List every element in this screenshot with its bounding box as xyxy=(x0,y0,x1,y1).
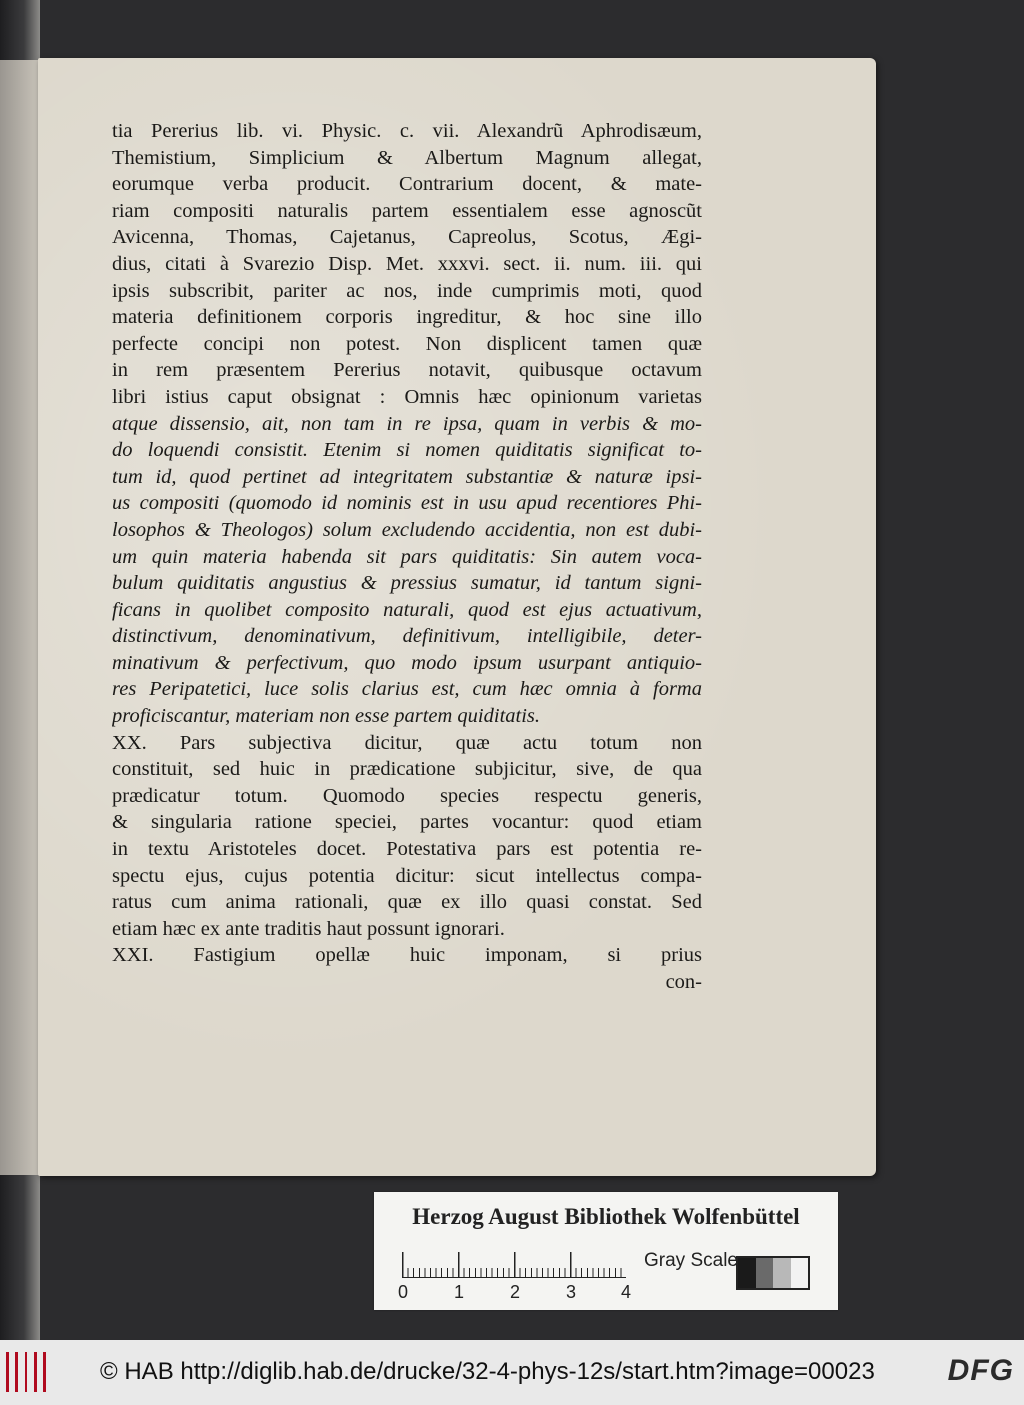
ruler-tick-0: 0 xyxy=(398,1282,409,1302)
text-line: tum id, quod pertinet ad integritatem substantiæ & naturæ ipsi- xyxy=(112,465,702,488)
ruler-tick-4: 4 xyxy=(621,1282,632,1302)
text-line: spectu ejus, cujus potentia dicitur: sicut intellectus compa- xyxy=(112,864,702,887)
text-line: losophos & Theologos) solum excludendo accidentia, non est dubi- xyxy=(112,518,702,541)
text-line: bulum quiditatis angustius & pressius sumatur, id tantum signi- xyxy=(112,572,702,595)
text-line: XXI. Fastigium opellæ huic imponam, si prius xyxy=(112,944,702,967)
text-line: constituit, sed huic in prædicatione subjicitur, sive, de qua xyxy=(112,758,702,781)
gray-swatch xyxy=(791,1258,809,1288)
text-line: us compositi (quomodo id nominis est in usu apud recentiores Phi- xyxy=(112,492,702,515)
library-name: Herzog August Bibliothek Wolfenbüttel xyxy=(412,1204,800,1229)
color-scale-card xyxy=(374,1192,838,1310)
gray-scale-label: Gray Scale xyxy=(644,1250,738,1271)
text-line: ficans in quolibet composito naturali, quod est ejus actuativum, xyxy=(112,598,702,621)
copyright-url[interactable]: © HAB http://diglib.hab.de/drucke/32-4-phys-12s/start.htm?image=00023 xyxy=(100,1358,875,1385)
text-line: res Peripatetici, luce solis clarius est, cum hæc omnia à forma xyxy=(112,678,702,701)
gray-scale-swatches xyxy=(736,1256,810,1290)
gray-swatch xyxy=(756,1258,774,1288)
text-line: Themistium, Simplicium & Albertum Magnum allegat, xyxy=(112,146,702,169)
book-page xyxy=(38,58,876,1176)
text-line: in rem præsentem Pererius notavit, quibusque octavum xyxy=(112,359,702,382)
text-line: in textu Aristoteles docet. Potestativa pars est potentia re- xyxy=(112,838,702,861)
ruler-tick-3: 3 xyxy=(566,1282,577,1302)
text-line: proficiscantur, materiam non esse partem quiditatis. xyxy=(112,705,541,728)
text-line: ratus cum anima rationali, quæ ex illo quasi constat. Sed xyxy=(112,891,702,914)
facing-page-edge xyxy=(0,60,40,1175)
text-line: riam compositi naturalis partem essentialem esse agnoscũt xyxy=(112,199,702,222)
text-line: atque dissensio, ait, non tam in re ipsa, quam in verbis & mo- xyxy=(112,412,702,435)
text-line: prædicatur totum. Quomodo species respectu generis, xyxy=(112,784,702,807)
text-line: XX. Pars subjectiva dicitur, quæ actu totum non xyxy=(112,731,702,754)
text-line: etiam hæc ex ante traditis haut possunt ignorari. xyxy=(112,917,505,940)
ruler-scale xyxy=(402,1252,626,1278)
ruler-tick-1: 1 xyxy=(454,1282,465,1302)
text-line: & singularia ratione speciei, partes vocantur: quod etiam xyxy=(112,811,702,834)
text-line: minativum & perfectivum, quo modo ipsum usurpant antiquio- xyxy=(112,651,702,674)
text-line: Avicenna, Thomas, Cajetanus, Capreolus, Scotus, Ægi- xyxy=(112,226,702,249)
text-line: materia definitionem corporis ingreditur, & hoc sine illo xyxy=(112,306,702,329)
text-line: perfecte concipi non potest. Non displicent tamen quæ xyxy=(112,332,702,355)
page-text-block xyxy=(112,118,702,996)
hab-logo-icon xyxy=(6,1352,46,1392)
text-line: distinctivum, denominativum, definitivum, intelligibile, deter- xyxy=(112,625,702,648)
text-line: eorumque verba producit. Contrarium docent, & mate- xyxy=(112,173,702,196)
dfg-logo-icon: DFG xyxy=(947,1354,1014,1387)
gray-swatch xyxy=(738,1258,756,1288)
gray-swatch xyxy=(773,1258,791,1288)
text-line: con- xyxy=(665,971,702,993)
text-line: libri istius caput obsignat : Omnis hæc opinionum varietas xyxy=(112,385,702,408)
text-line: do loquendi consistit. Etenim si nomen quiditatis significat to- xyxy=(112,439,702,462)
text-line: um quin materia habenda sit pars quiditatis: Sin autem voca- xyxy=(112,545,702,568)
footer-bar xyxy=(0,1340,1024,1405)
text-line: ipsis subscribit, pariter ac nos, inde cumprimis moti, quod xyxy=(112,279,702,302)
ruler-tick-2: 2 xyxy=(510,1282,521,1302)
text-line: tia Pererius lib. vi. Physic. c. vii. Alexandrũ Aphrodisæum, xyxy=(112,120,702,142)
text-line: dius, citati à Svarezio Disp. Met. xxxvi. sect. ii. num. iii. qui xyxy=(112,252,702,275)
